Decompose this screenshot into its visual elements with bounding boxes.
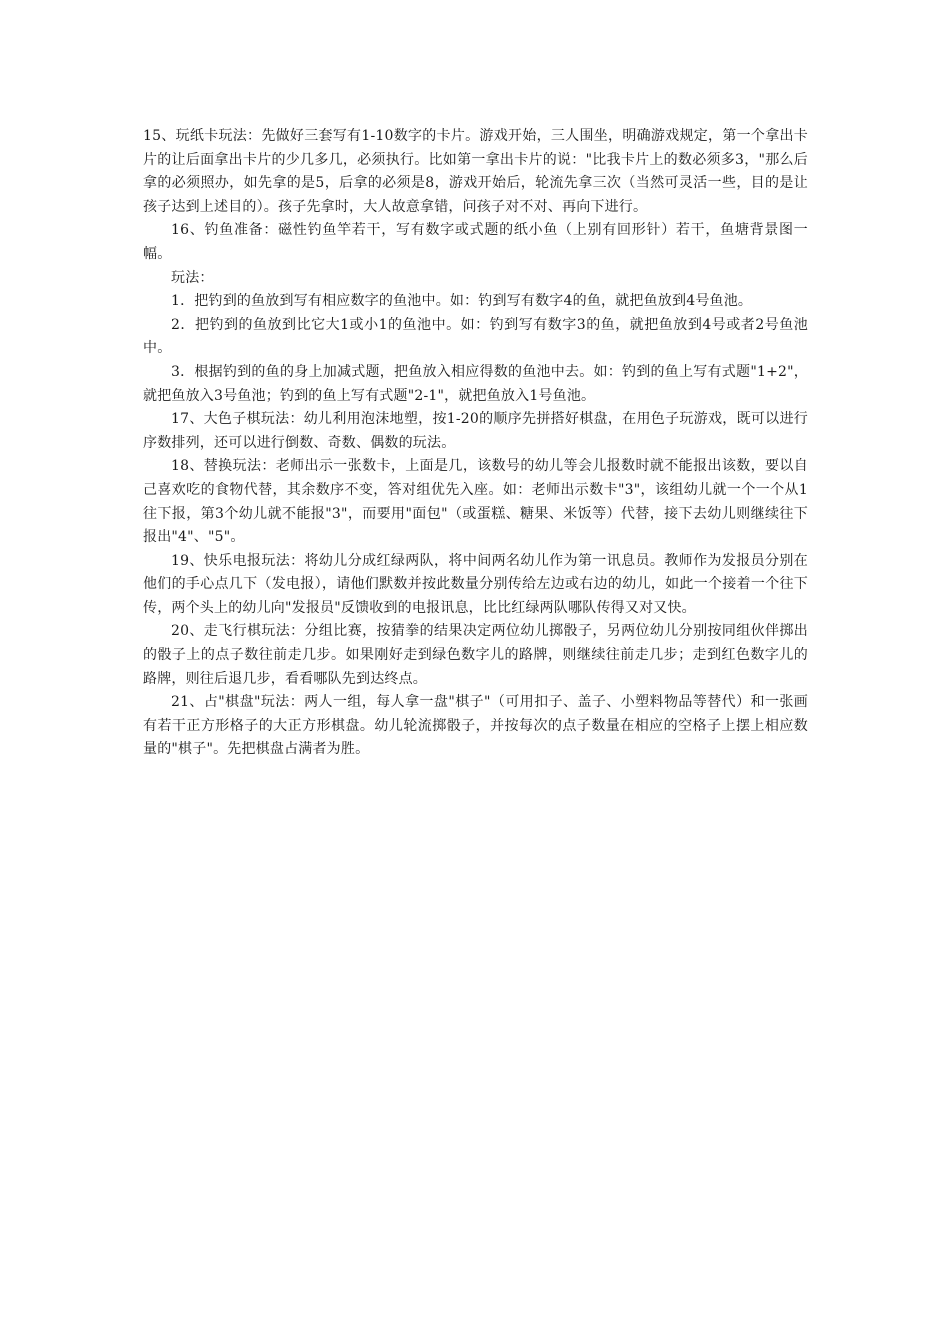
paragraph-18-replacement: 18、替换玩法：老师出示一张数卡，上面是几，该数号的幼儿等会儿报数时就不能报出该数，要以自己喜欢吃的食物代替，其余数序不变，答对组优先入座。如：老师出示数卡"3"，该组幼儿就一个一个从1往下报，第3个幼儿就不能报"3"，而要用"面包"（或蛋糕、糖果、米饭等）代替，接下去幼儿则继续往下报出"4"、"5"。: [143, 458, 808, 546]
paragraph-fishing-rules-heading: 玩法：: [171, 269, 214, 286]
paragraph-fishing-rule-3: 3．根据钓到的鱼的身上加减式题，把鱼放入相应得数的鱼池中去。如：钓到的鱼上写有式题"1+2"，就把鱼放入3号鱼池；钓到的鱼上写有式题"2-1"，就把鱼放入1号鱼池。: [143, 363, 808, 404]
paragraph-21-occupy-board: 21、占"棋盘"玩法：两人一组，每人拿一盘"棋子"（可用扣子、盖子、小塑料物品等替代）和一张画有若干正方形格子的大正方形棋盘。幼儿轮流掷骰子，并按每次的点子数量在相应的空格子上摆上相应数量的"棋子"。先把棋盘占满者为胜。: [143, 694, 808, 758]
paragraph-fishing-rule-2: 2．把钓到的鱼放到比它大1或小1的鱼池中。如：钓到写有数字3的鱼，就把鱼放到4号或者2号鱼池中。: [143, 316, 808, 357]
document-page: [143, 125, 808, 762]
paragraph-15-paper-cards: 15、玩纸卡玩法：先做好三套写有1-10数字的卡片。游戏开始，三人围坐，明确游戏规定，第一个拿出卡片的让后面拿出卡片的少几多几，必须执行。比如第一拿出卡片的说："比我卡片上的数必须多3，"那么后拿的必须照办，如先拿的是5，后拿的必须是8，游戏开始后，轮流先拿三次（当然可灵活一些，目的是让孩子达到上述目的）。孩子先拿时，大人故意拿错，问孩子对不对、再向下进行。: [143, 128, 808, 215]
paragraph-20-flight-chess: 20、走飞行棋玩法：分组比赛，按猜拳的结果决定两位幼儿掷骰子，另两位幼儿分别按同组伙伴掷出的骰子上的点子数往前走几步。如果刚好走到绿色数字儿的路牌，则继续往前走几步；走到红色数字儿的路牌，则往后退几步，看看哪队先到达终点。: [143, 623, 808, 687]
paragraph-19-telegram: 19、快乐电报玩法：将幼儿分成红绿两队，将中间两名幼儿作为第一讯息员。教师作为发报员分别在他们的手心点几下（发电报），请他们默数并按此数量分别传给左边或右边的幼儿，如此一个接着一个往下传，两个头上的幼儿向"发报员"反馈收到的电报讯息，比比红绿两队哪队传得又对又快。: [143, 552, 808, 616]
paragraph-16-fishing-prep: 16、钓鱼准备：磁性钓鱼竿若干，写有数字或式题的纸小鱼（上别有回形针）若干，鱼塘背景图一幅。: [143, 222, 808, 262]
paragraph-fishing-rule-1: 1．把钓到的鱼放到写有相应数字的鱼池中。如：钓到写有数字4的鱼，就把鱼放到4号鱼池。: [171, 293, 753, 310]
paragraph-17-dice-chess: 17、大色子棋玩法：幼儿利用泡沫地塑，按1-20的顺序先拼搭好棋盘，在用色子玩游戏，既可以进行序数排列，还可以进行倒数、奇数、偶数的玩法。: [143, 411, 808, 451]
